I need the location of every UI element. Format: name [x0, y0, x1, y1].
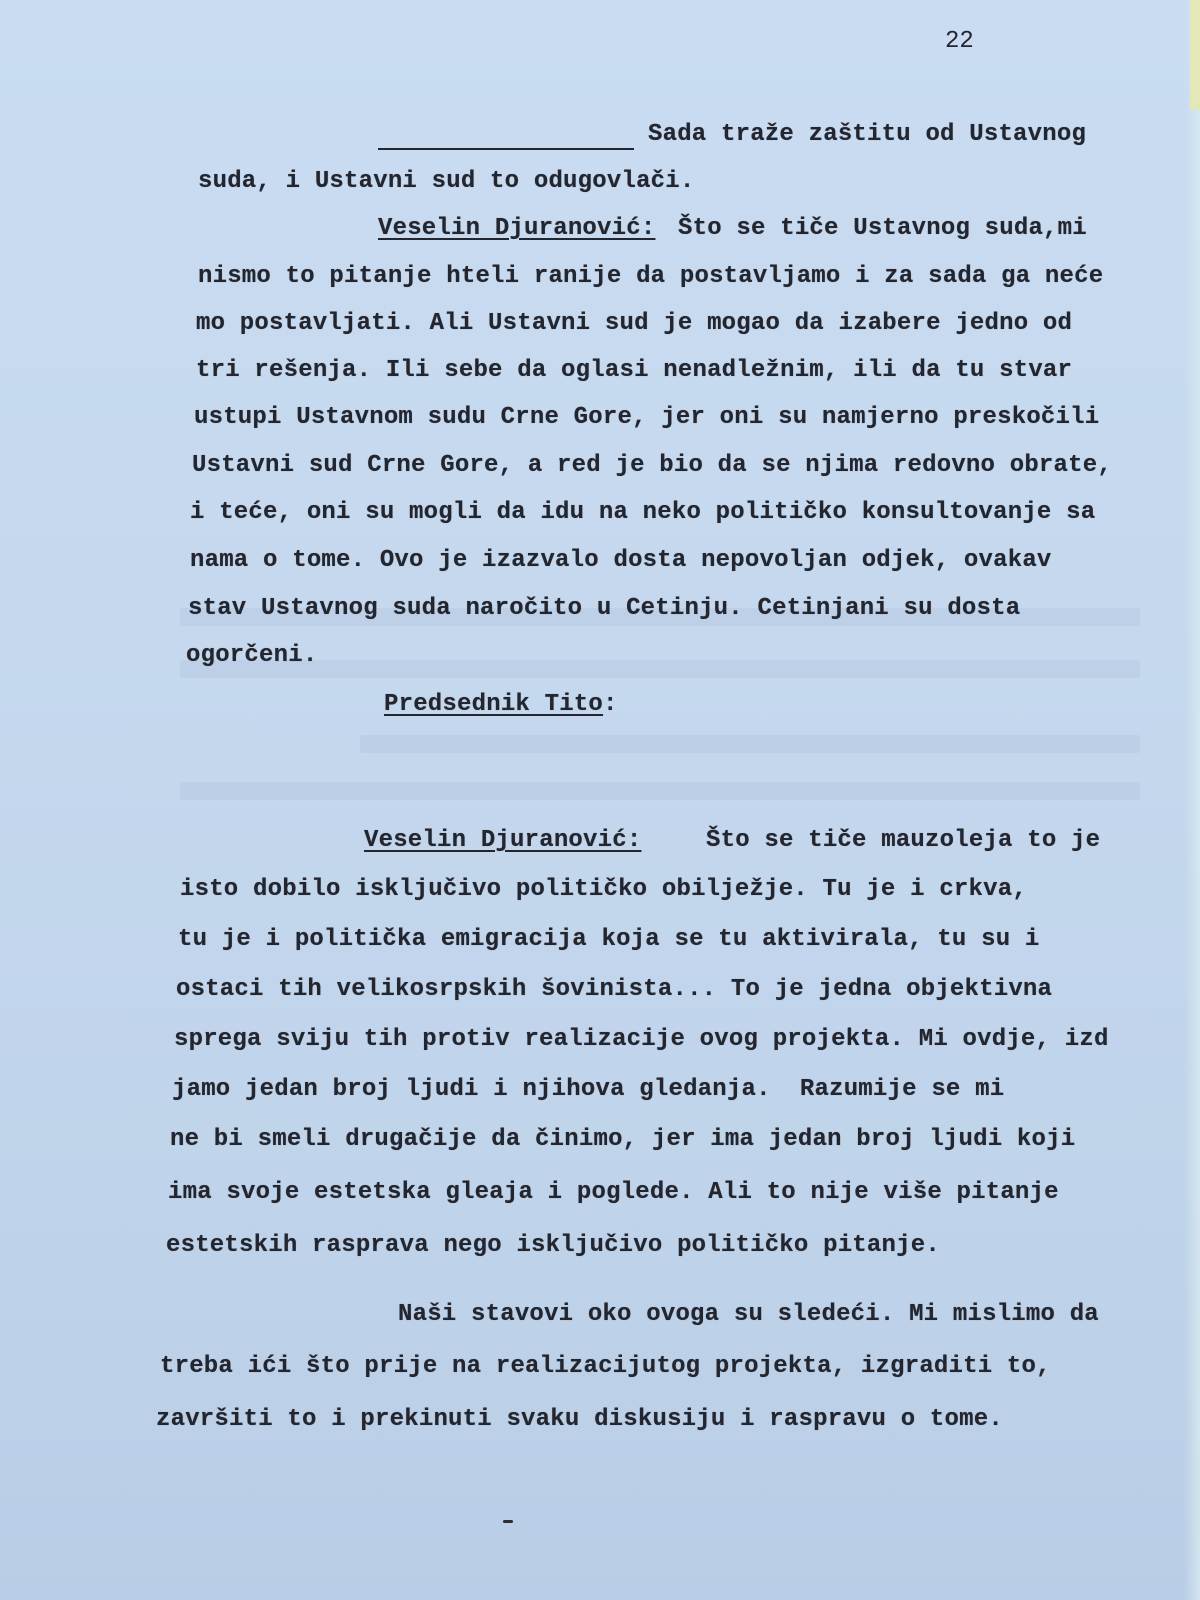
text-line: ogorčeni.	[186, 642, 318, 669]
text-line: ostaci tih velikosrpskih šovinista... To je jedna objektivna	[176, 976, 1053, 1003]
text-line: stav Ustavnog suda naročito u Cetinju. Cetinjani su dosta	[188, 595, 1021, 622]
ink-speck	[503, 1520, 513, 1523]
text-line: nismo to pitanje hteli ranije da postavljamo i za sada ga neće	[198, 263, 1104, 290]
speaker-name: Veselin Djuranović:	[378, 215, 656, 242]
text-line: nama o tome. Ovo je izazvalo dosta nepovoljan odjek, ovakav	[190, 547, 1052, 574]
text-line: Ustavni sud Crne Gore, a red je bio da se njima redovno obrate,	[192, 452, 1112, 479]
text-line: Što se tiče mauzoleja to je	[706, 827, 1101, 854]
text-line: Što se tiče Ustavnog suda,mi	[678, 215, 1087, 242]
speaker-name: Predsednik Tito	[384, 691, 604, 718]
page-number: 22	[945, 28, 974, 55]
show-through	[360, 735, 1140, 753]
text-line: Sada traže zaštitu od Ustavnog	[648, 121, 1087, 148]
show-through	[180, 782, 1140, 800]
text-line: sprega sviju tih protiv realizacije ovog projekta. Mi ovdje, izd	[174, 1026, 1109, 1053]
speaker-heading	[384, 690, 618, 720]
text-line: mo postavljati. Ali Ustavni sud je mogao da izabere jedno od	[196, 310, 1073, 337]
text-line: Naši stavovi oko ovoga su sledeći. Mi mislimo da	[398, 1301, 1099, 1328]
text-line: i teće, oni su mogli da idu na neko političko konsultovanje sa	[190, 499, 1096, 526]
blank-speaker-rule	[378, 148, 634, 150]
text-line: jamo jedan broj ljudi i njihova gledanja. Razumije se mi	[172, 1076, 1005, 1103]
text-line: tri rešenja. Ili sebe da oglasi nenadležnim, ili da tu stvar	[196, 357, 1073, 384]
text-line: ustupi Ustavnom sudu Crne Gore, jer oni su namjerno preskočili	[194, 404, 1100, 431]
speaker-name: Veselin Djuranović:	[364, 827, 642, 854]
page-edge-tab	[1190, 0, 1200, 110]
text-line: treba ići što prije na realizacijutog projekta, izgraditi to,	[160, 1353, 1051, 1380]
text-line: suda, i Ustavni sud to odugovlači.	[198, 168, 695, 195]
speaker-colon: :	[603, 691, 618, 718]
text-line: tu je i politička emigracija koja se tu aktivirala, tu su i	[178, 926, 1040, 953]
text-line: estetskih rasprava nego isključivo političko pitanje.	[166, 1232, 940, 1259]
text-line: ima svoje estetska gleaja i poglede. Ali to nije više pitanje	[168, 1179, 1059, 1206]
page-edge	[1184, 0, 1200, 1600]
text-line: isto dobilo isključivo političko obilježje. Tu je i crkva,	[180, 876, 1027, 903]
text-line: završiti to i prekinuti svaku diskusiju i raspravu o tome.	[156, 1406, 1003, 1433]
text-line: ne bi smeli drugačije da činimo, jer ima jedan broj ljudi koji	[170, 1126, 1076, 1153]
show-through	[180, 660, 1140, 678]
